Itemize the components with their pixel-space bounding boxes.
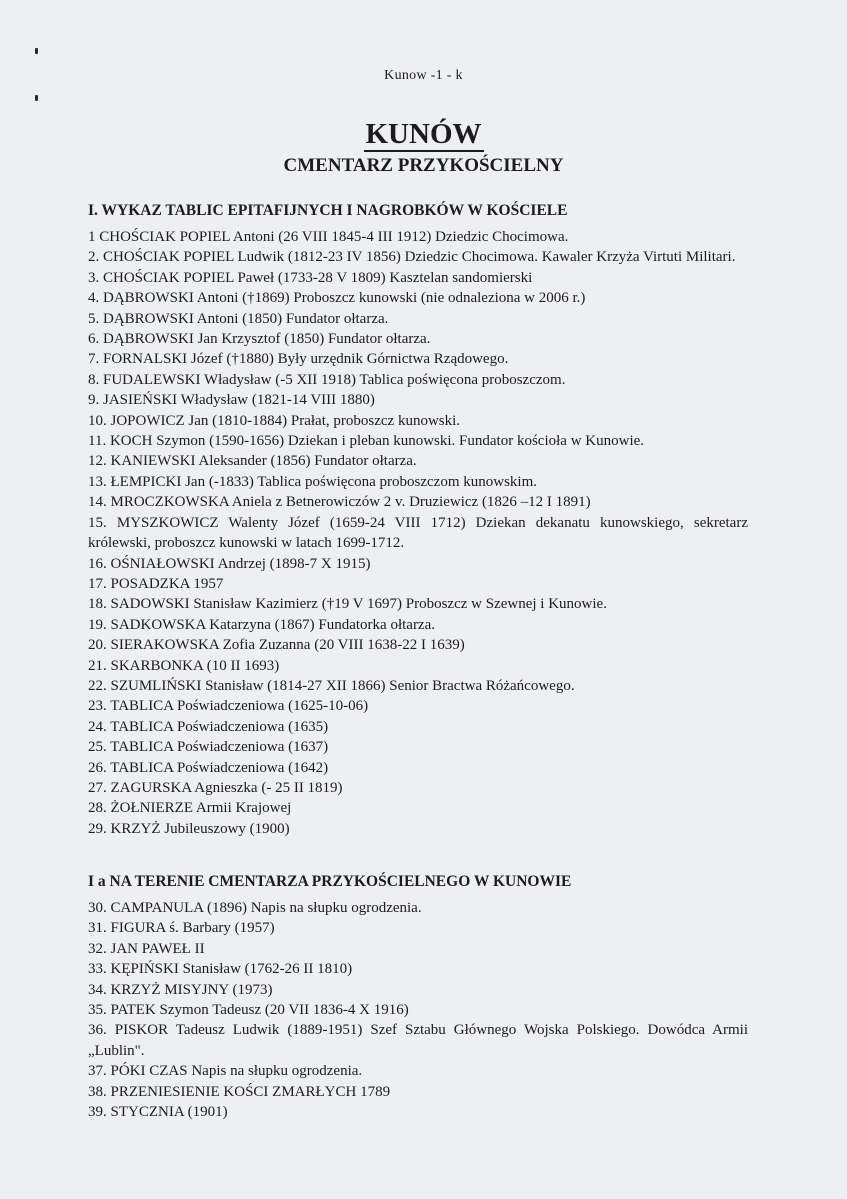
list-item: 19. SADKOWSKA Katarzyna (1867) Fundatorka ołtarza.: [88, 616, 435, 633]
list-item: 3. CHOŚCIAK POPIEL Paweł (1733-28 V 1809) Kasztelan sandomierski: [88, 269, 533, 286]
list-item: 20. SIERAKOWSKA Zofia Zuzanna (20 VIII 1638-22 I 1639): [88, 637, 465, 654]
list-item: 2. CHOŚCIAK POPIEL Ludwik (1812-23 IV 1856) Dziedzic Chocimowa. Kawaler Krzyża Virtuti Militari.: [88, 249, 736, 266]
list-item: 6. DĄBROWSKI Jan Krzysztof (1850) Fundator ołtarza.: [88, 331, 431, 348]
list-item: 27. ZAGURSKA Agnieszka (- 25 II 1819): [88, 779, 343, 796]
scan-mark: [35, 95, 38, 101]
list-item: 4. DĄBROWSKI Antoni (†1869) Proboszcz kunowski (nie odnaleziona w 2006 r.): [88, 290, 586, 307]
page-title-text: KUNÓW: [365, 118, 482, 150]
list-item: 39. STYCZNIA (1901): [88, 1104, 228, 1121]
list-item: 13. ŁEMPICKI Jan (-1833) Tablica poświęcona proboszczom kunowskim.: [88, 473, 538, 490]
list-item: 5. DĄBROWSKI Antoni (1850) Fundator ołtarza.: [88, 310, 389, 327]
list-item: 24. TABLICA Poświadczeniowa (1635): [88, 718, 329, 735]
list-item: 22. SZUMLIŃSKI Stanisław (1814-27 XII 1866) Senior Bractwa Różańcowego.: [88, 677, 575, 694]
list-item: 8. FUDALEWSKI Władysław (-5 XII 1918) Tablica poświęcona proboszczom.: [88, 371, 566, 388]
list-item: 7. FORNALSKI Józef (†1880) Były urzędnik Górnictwa Rządowego.: [88, 351, 509, 368]
list-item: 34. KRZYŻ MISYJNY (1973): [88, 981, 273, 998]
list-item: 15. MYSZKOWICZ Walenty Józef (1659-24 VIII 1712) Dziekan dekanatu kunowskiego, sekretarz królewski, proboszcz kunowski w latach 1699-1712.: [88, 514, 748, 552]
list-item: 23. TABLICA Poświadczeniowa (1625-10-06): [88, 698, 369, 715]
list-item: 18. SADOWSKI Stanisław Kazimierz (†19 V 1697) Proboszcz w Szewnej i Kunowie.: [88, 596, 607, 613]
list-item: 10. JOPOWICZ Jan (1810-1884) Prałat, proboszcz kunowski.: [88, 412, 461, 429]
list-item: 37. PÓKI CZAS Napis na słupku ogrodzenia.: [88, 1063, 363, 1080]
list-item: 28. ŻOŁNIERZE Armii Krajowej: [88, 800, 292, 817]
list-item: 21. SKARBONKA (10 II 1693): [88, 657, 280, 674]
list-item: 38. PRZENIESIENIE KOŚCI ZMARŁYCH 1789: [88, 1083, 391, 1100]
section-heading: I a NA TERENIE CMENTARZA PRZYKOŚCIELNEGO W KUNOWIE: [88, 873, 572, 890]
list-item: 31. FIGURA ś. Barbary (1957): [88, 920, 275, 937]
list-item: 30. CAMPANULA (1896) Napis na słupku ogrodzenia.: [88, 900, 422, 916]
list-item: 12. KANIEWSKI Aleksander (1856) Fundator ołtarza.: [88, 453, 417, 470]
list-item: 29. KRZYŻ Jubileuszowy (1900): [88, 820, 290, 837]
list-item: 26. TABLICA Poświadczeniowa (1642): [88, 759, 329, 776]
scan-mark: [35, 48, 38, 54]
page-title: [0, 118, 847, 150]
section-church-plaques: [88, 200, 768, 839]
list-item: 9. JASIEŃSKI Władysław (1821-14 VIII 1880): [88, 392, 375, 409]
list-item: 17. POSADZKA 1957: [88, 575, 224, 592]
list-item: 1 CHOŚCIAK POPIEL Antoni (26 VIII 1845-4 III 1912) Dziedzic Chocimowa.: [88, 229, 569, 245]
list-item: 11. KOCH Szymon (1590-1656) Dziekan i pleban kunowski. Fundator kościoła w Kunowie.: [88, 433, 645, 450]
page-reference: Kunow -1 - k: [384, 68, 463, 83]
page-subtitle: CMENTARZ PRZYKOŚCIELNY: [283, 155, 564, 176]
list-item: 25. TABLICA Poświadczeniowa (1637): [88, 739, 329, 756]
list-item: 16. OŚNIAŁOWSKI Andrzej (1898-7 X 1915): [88, 555, 371, 572]
list-item: 33. KĘPIŃSKI Stanisław (1762-26 II 1810): [88, 961, 353, 978]
list-item: 14. MROCZKOWSKA Aniela z Betnerowiczów 2 v. Druziewicz (1826 –12 I 1891): [88, 494, 591, 511]
list-item: 32. JAN PAWEŁ II: [88, 940, 205, 957]
list-item: 36. PISKOR Tadeusz Ludwik (1889-1951) Szef Sztabu Głównego Wojska Polskiego. Dowódca Armii „Lublin".: [88, 1022, 748, 1059]
list-item: 35. PATEK Szymon Tadeusz (20 VII 1836-4 X 1916): [88, 1002, 409, 1019]
section-churchyard: [88, 871, 768, 1122]
section-heading: I. WYKAZ TABLIC EPITAFIJNYCH I NAGROBKÓW W KOŚCIELE: [88, 202, 568, 219]
